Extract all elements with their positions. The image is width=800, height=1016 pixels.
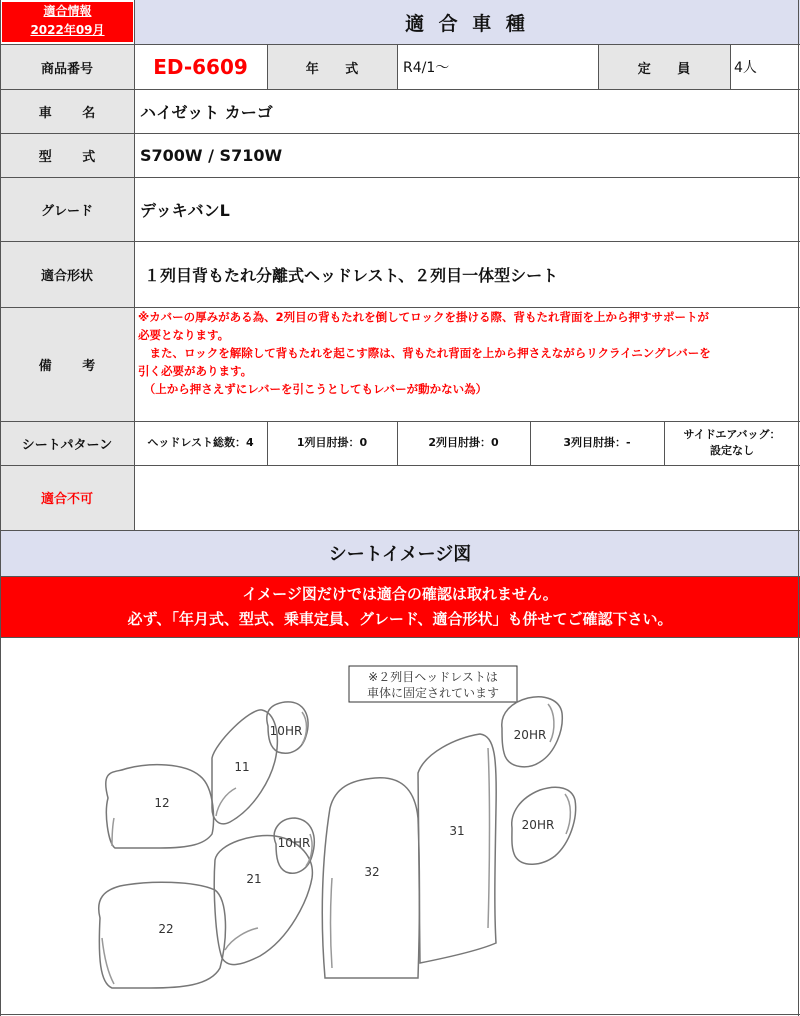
- capacity-label: 定 員: [637, 61, 691, 77]
- seat-label-31: 31: [449, 824, 465, 838]
- pattern-headrest-total: ヘッドレスト総数：4: [147, 435, 254, 449]
- model-value: S700W / S710W: [140, 145, 283, 165]
- capacity-value: 4人: [734, 60, 757, 76]
- year-label: 年 式: [305, 61, 359, 77]
- not-compatible-value: [134, 465, 800, 530]
- remarks-line: また、ロックを解除して背もたれを起こす際は、背もたれ背面を上から押さえながらリクライニングレバーを: [138, 346, 711, 360]
- remarks-text: [134, 307, 800, 421]
- year-value: R4/1～: [403, 60, 450, 76]
- seat-label-12: 12: [154, 796, 170, 810]
- car-name-value: ハイゼット カーゴ: [140, 102, 273, 122]
- seat-label-22: 22: [158, 922, 174, 936]
- grade-label: グレード: [40, 203, 93, 219]
- warning-line2: 必ず、「年月式、型式、乗車定員、グレード、適合形状」も併せてご確認下さい。: [127, 610, 673, 628]
- pattern-row3-armrest: 3列目肘掛：-: [563, 435, 631, 449]
- grade-value: デッキバンL: [140, 200, 230, 220]
- remarks-line: （上から押さえずにレバーを引こうとしてもレバーが動かない為）: [138, 382, 488, 396]
- date-badge: [2, 2, 133, 42]
- pattern-row1-armrest: 1列目肘掛：0: [296, 435, 368, 449]
- pattern-row2-armrest: 2列目肘掛：0: [428, 435, 499, 449]
- seat-label-21: 21: [246, 872, 262, 886]
- seat-label-11: 11: [234, 760, 250, 774]
- seat-label-20hr-a: 20HR: [513, 728, 547, 742]
- seat-diagram: [0, 638, 798, 1014]
- product-number-label: 商品番号: [40, 61, 93, 77]
- remarks-label: 備 考: [38, 358, 96, 374]
- diagram-note-line2: 車体に固定されています: [366, 686, 500, 700]
- badge-line2: 2022年09月: [30, 23, 105, 37]
- remarks-line: 必要となります。: [138, 328, 230, 342]
- seat-21-shape: [214, 835, 312, 964]
- seat-label-20hr-b: 20HR: [521, 818, 555, 832]
- image-section-title-bar: [0, 530, 800, 576]
- header-title: 適 合 車 種: [405, 13, 529, 35]
- fit-shape-value: １列目背もたれ分離式ヘッドレスト、２列目一体型シート: [144, 265, 559, 285]
- seat-31-shape: [418, 734, 496, 963]
- seat-pattern-label: シートパターン: [21, 437, 113, 453]
- seat-label-10hr-a: 10HR: [269, 724, 303, 738]
- warning-line1: イメージ図だけでは適合の確認は取れません。: [242, 585, 558, 603]
- header-title-bar: [134, 0, 800, 45]
- remarks-line: ※カバーの厚みがある為、2列目の背もたれを倒してロックを掛ける際、背もたれ背面を上から押すサポートが: [138, 310, 709, 324]
- not-compatible-label: 適合不可: [40, 492, 93, 507]
- remarks-line: 引く必要があります。: [138, 364, 253, 378]
- product-number-value: ED-6609: [153, 55, 248, 79]
- seat-label-32: 32: [364, 865, 380, 879]
- model-label: 型 式: [38, 149, 96, 165]
- fit-shape-label: 適合形状: [40, 268, 93, 284]
- diagram-note-line1: ※２列目ヘッドレストは: [368, 670, 498, 684]
- seat-label-10hr-b: 10HR: [277, 836, 311, 850]
- warning-banner: [0, 576, 800, 637]
- car-name-label: 車 名: [38, 105, 96, 121]
- image-section-title: シートイメージ図: [328, 544, 472, 565]
- badge-line1: 適合情報: [43, 4, 92, 18]
- pattern-side-airbag: サイドエアバッグ： 設定なし: [683, 427, 781, 457]
